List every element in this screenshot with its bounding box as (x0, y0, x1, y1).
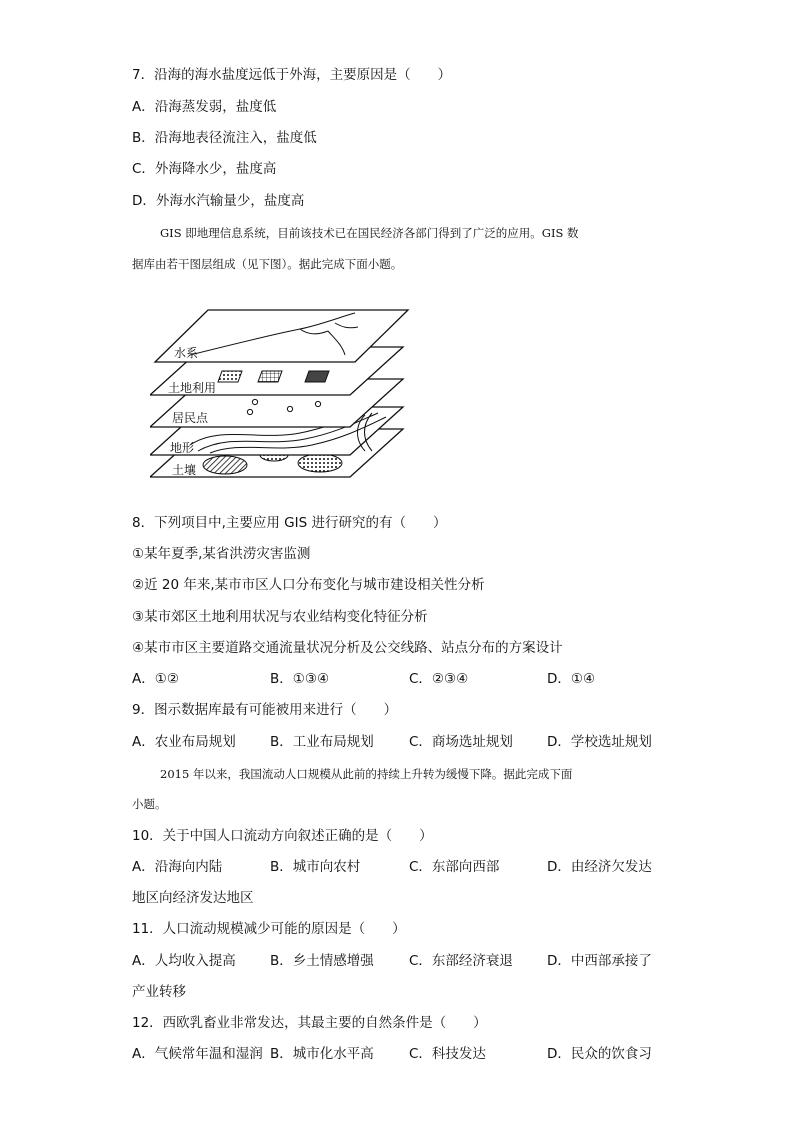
q7-stem: 7．沿海的海水盐度远低于外海，主要原因是（ ） (132, 67, 452, 83)
q7-option-c: C．外海降水少，盐度高 (132, 161, 277, 177)
pop-intro-line1: 2015 年以来，我国流动人口规模从此前的持续上升转为缓慢下降。据此完成下面 (160, 767, 573, 781)
q8-option-b: B．①③④ (270, 671, 330, 687)
q7-option-b: B．沿海地表径流注入，盐度低 (132, 130, 317, 146)
q12-option-b: B．城市化水平高 (270, 1046, 374, 1062)
gis-layers-figure (150, 305, 415, 490)
gis-intro-line1: GIS 即地理信息系统，目前该技术已在国民经济各部门得到了广泛的应用。GIS 数 (160, 226, 579, 240)
q10-option-a: A．沿海向内陆 (132, 859, 223, 875)
q10-option-c: C．东部向西部 (409, 859, 500, 875)
q8-option-d: D．①④ (547, 671, 596, 687)
layer-label-land-use: 土地利用 (168, 381, 217, 395)
q9-stem: 9．图示数据库最有可能被用来进行（ ） (132, 702, 398, 718)
layer-label-water: 水系 (174, 346, 199, 360)
q9-option-c: C．商场选址规划 (409, 734, 513, 750)
q10-option-d: D．由经济欠发达 (547, 859, 652, 875)
q8-item-2: ②近 20 年来,某市市区人口分布变化与城市建设相关性分析 (132, 577, 485, 593)
q10-stem: 10．关于中国人口流动方向叙述正确的是（ ） (132, 828, 433, 844)
q12-option-a: A．气候常年温和湿润 (132, 1046, 263, 1062)
q9-option-d: D．学校选址规划 (547, 734, 652, 750)
q8-option-c: C．②③④ (409, 671, 469, 687)
q12-option-d: D．民众的饮食习 (547, 1046, 652, 1062)
q10-continuation: 地区向经济发达地区 (132, 890, 254, 906)
q7-option-a: A．沿海蒸发弱，盐度低 (132, 99, 277, 115)
q11-continuation: 产业转移 (132, 984, 186, 1000)
q11-option-b: B．乡土情感增强 (270, 953, 374, 969)
q10-option-b: B．城市向农村 (270, 859, 361, 875)
gis-intro-line2: 据库由若干图层组成（见下图）。据此完成下面小题。 (132, 257, 403, 271)
q9-option-b: B．工业布局规划 (270, 734, 374, 750)
q8-item-4: ④某市市区主要道路交通流量状况分析及公交线路、站点分布的方案设计 (132, 640, 563, 656)
q12-option-c: C．科技发达 (409, 1046, 486, 1062)
q11-stem: 11．人口流动规模减少可能的原因是（ ） (132, 921, 406, 937)
q7-option-d: D．外海水汽输量少，盐度高 (132, 193, 305, 209)
q11-option-d: D．中西部承接了 (547, 953, 652, 969)
layer-label-terrain: 地形 (170, 441, 195, 455)
q9-option-a: A．农业布局规划 (132, 734, 236, 750)
layer-label-settlements: 居民点 (172, 411, 209, 425)
pop-intro-line2: 小题。 (132, 797, 167, 811)
q11-option-a: A．人均收入提高 (132, 953, 236, 969)
q11-option-c: C．东部经济衰退 (409, 953, 513, 969)
q8-option-a: A．①② (132, 671, 179, 687)
q8-item-1: ①某年夏季,某省洪涝灾害监测 (132, 546, 311, 562)
q12-stem: 12．西欧乳畜业非常发达，其最主要的自然条件是（ ） (132, 1015, 487, 1031)
q8-item-3: ③某市郊区土地利用状况与农业结构变化特征分析 (132, 609, 428, 625)
layer-label-soil: 土壤 (172, 463, 197, 477)
q8-stem: 8．下列项目中,主要应用 GIS 进行研究的有（ ） (132, 515, 447, 531)
